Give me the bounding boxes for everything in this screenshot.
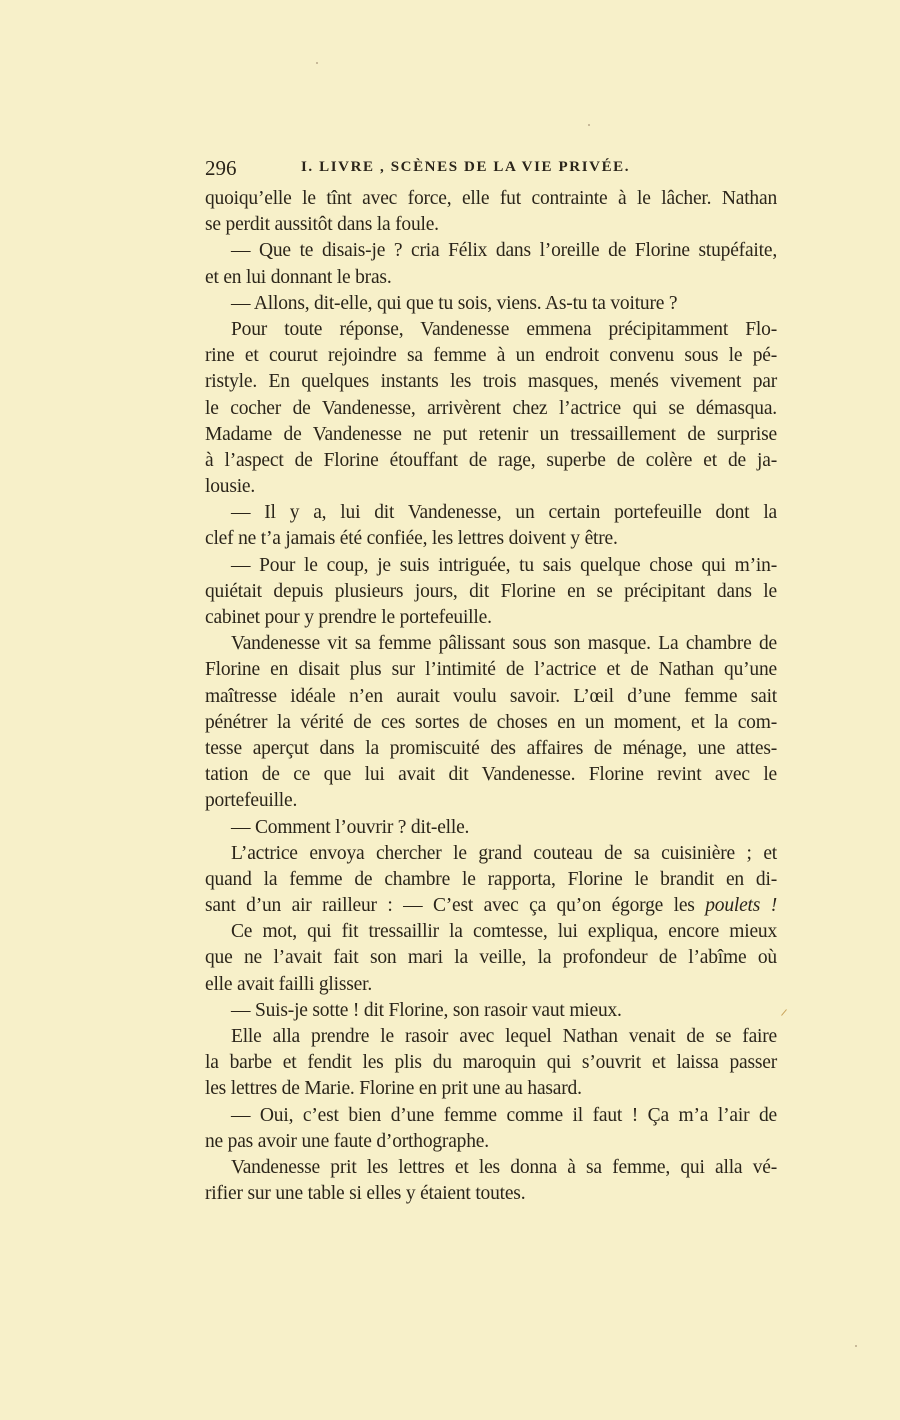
text-line	[205, 1155, 777, 1181]
text-line	[205, 893, 777, 919]
text-line-content: et en lui donnant le bras.	[205, 266, 392, 288]
text-line	[205, 369, 777, 395]
text-line	[205, 474, 777, 500]
text-line-content: clef ne t’a jamais été confiée, les lettres doivent y être.	[205, 528, 618, 550]
text-line	[205, 710, 777, 736]
text-line	[205, 815, 777, 841]
text-line	[205, 1129, 777, 1155]
text-line	[205, 265, 777, 291]
text-line	[205, 1181, 777, 1207]
text-line-content: la barbe et fendit les plis du maroquin qui s’ouvrit et laissa passer	[205, 1052, 777, 1074]
text-line-content: — Comment l’ouvrir ? dit-elle.	[231, 816, 470, 838]
page-header	[205, 156, 777, 182]
text-line-content: — Oui, c’est bien d’une femme comme il faut ! Ça m’a l’air de	[231, 1104, 777, 1126]
text-line-content: rifier sur une table si elles y étaient toutes.	[205, 1183, 526, 1205]
text-line-content: quand la femme de chambre le rapporta, Florine le brandit en di-	[205, 868, 777, 890]
text-line-content: quoiqu’elle le tînt avec force, elle fut contrainte à le lâcher. Nathan	[205, 188, 777, 209]
text-line	[205, 396, 777, 422]
text-line	[205, 998, 777, 1024]
text-line-content: ne pas avoir une faute d’orthographe.	[205, 1130, 489, 1152]
text-line-content: Vandenesse vit sa femme pâlissant sous son masque. La chambre de	[231, 633, 777, 655]
text-line	[205, 684, 777, 710]
text-line	[205, 500, 777, 526]
text-line-content: maîtresse idéale n’en aurait voulu savoir. L’œil d’une femme sait	[205, 685, 777, 707]
text-line-content: quiétait depuis plusieurs jours, dit Florine en se précipitant dans le	[205, 580, 777, 602]
text-line	[205, 788, 777, 814]
text-line	[205, 919, 777, 945]
text-line	[205, 972, 777, 998]
text-line-content: Vandenesse prit les lettres et les donna à sa femme, qui alla vé-	[231, 1156, 777, 1178]
text-line	[205, 841, 777, 867]
text-line-content: — Pour le coup, je suis intriguée, tu sais quelque chose qui m’in-	[231, 554, 777, 576]
text-line	[205, 212, 777, 238]
text-line	[205, 291, 777, 317]
text-line	[205, 657, 777, 683]
text-line-content: pénétrer la vérité de ces sortes de choses en un moment, et la com-	[205, 711, 777, 733]
text-line	[205, 605, 777, 631]
text-line-content: cabinet pour y prendre le portefeuille.	[205, 607, 492, 628]
text-line-content: se perdit aussitôt dans la foule.	[205, 214, 439, 236]
text-line-content: L’actrice envoya chercher le grand couteau de sa cuisinière ; et	[231, 842, 777, 864]
text-line	[205, 526, 777, 552]
text-line-content: — Il y a, lui dit Vandenesse, un certain portefeuille dont la	[231, 502, 777, 524]
text-line-content: tation de ce que lui avait dit Vandenesse. Florine revint avec le	[205, 764, 777, 786]
text-line-content: Pour toute réponse, Vandenesse emmena précipitamment Flo-	[231, 318, 777, 340]
paper-speck	[588, 124, 590, 126]
text-line-content: Ce mot, qui fit tressaillir la comtesse, lui expliqua, encore mieux	[231, 921, 777, 943]
paper-speck	[316, 62, 318, 64]
text-line	[205, 1024, 777, 1050]
paper-mark	[781, 1009, 787, 1016]
text-line-content: Florine en disait plus sur l’intimité de l’actrice et de Nathan qu’une	[205, 659, 777, 681]
text-line	[205, 736, 777, 762]
text-line	[205, 945, 777, 971]
text-line	[205, 1076, 777, 1102]
text-line-content: elle avait failli glisser.	[205, 973, 372, 995]
text-line	[205, 448, 777, 474]
page-number: 296	[205, 156, 237, 180]
page-body-text	[205, 186, 777, 1207]
text-line-content: rine et courut rejoindre sa femme à un endroit convenu sous le pé-	[205, 345, 777, 367]
text-line-content: à l’aspect de Florine étouffant de rage, superbe de colère et de ja-	[205, 449, 777, 471]
running-title: I. LIVRE , SCÈNES DE LA VIE PRIVÉE.	[301, 159, 631, 175]
italic-word: poulets !	[705, 895, 777, 917]
text-line-content: sant d’un air railleur : — C’est avec ça qu’on égorge les	[205, 895, 706, 917]
text-line-content: — Allons, dit-elle, qui que tu sois, viens. As-tu ta voiture ?	[231, 292, 678, 314]
text-line-content: portefeuille.	[205, 790, 298, 812]
paper-speck	[855, 1345, 857, 1347]
text-line-content: — Suis-je sotte ! dit Florine, son rasoir vaut mieux.	[231, 999, 622, 1021]
text-line	[205, 579, 777, 605]
text-line	[205, 867, 777, 893]
text-line-content: Elle alla prendre le rasoir avec lequel Nathan venait de se faire	[231, 1026, 777, 1047]
text-line-content: tesse aperçut dans la promiscuité des affaires de ménage, une attes-	[205, 737, 777, 759]
text-line	[205, 186, 777, 212]
text-line-content: les lettres de Marie. Florine en prit une au hasard.	[205, 1078, 582, 1100]
text-line-content: le cocher de Vandenesse, arrivèrent chez l’actrice qui se démasqua.	[205, 397, 777, 419]
text-line	[205, 422, 777, 448]
text-line	[205, 317, 777, 343]
text-line	[205, 631, 777, 657]
text-line	[205, 343, 777, 369]
text-line	[205, 553, 777, 579]
text-line-content: — Que te disais-je ? cria Félix dans l’oreille de Florine stupéfaite,	[231, 240, 777, 262]
text-line-content: que ne l’avait fait son mari la veille, la profondeur de l’abîme où	[205, 947, 777, 969]
text-line	[205, 238, 777, 264]
text-line-content: lousie.	[205, 476, 256, 498]
text-line	[205, 762, 777, 788]
text-line-content: ristyle. En quelques instants les trois masques, menés vivement par	[205, 371, 777, 393]
text-line	[205, 1103, 777, 1129]
text-line	[205, 1050, 777, 1076]
text-line-content: Madame de Vandenesse ne put retenir un tressaillement de surprise	[205, 423, 777, 445]
